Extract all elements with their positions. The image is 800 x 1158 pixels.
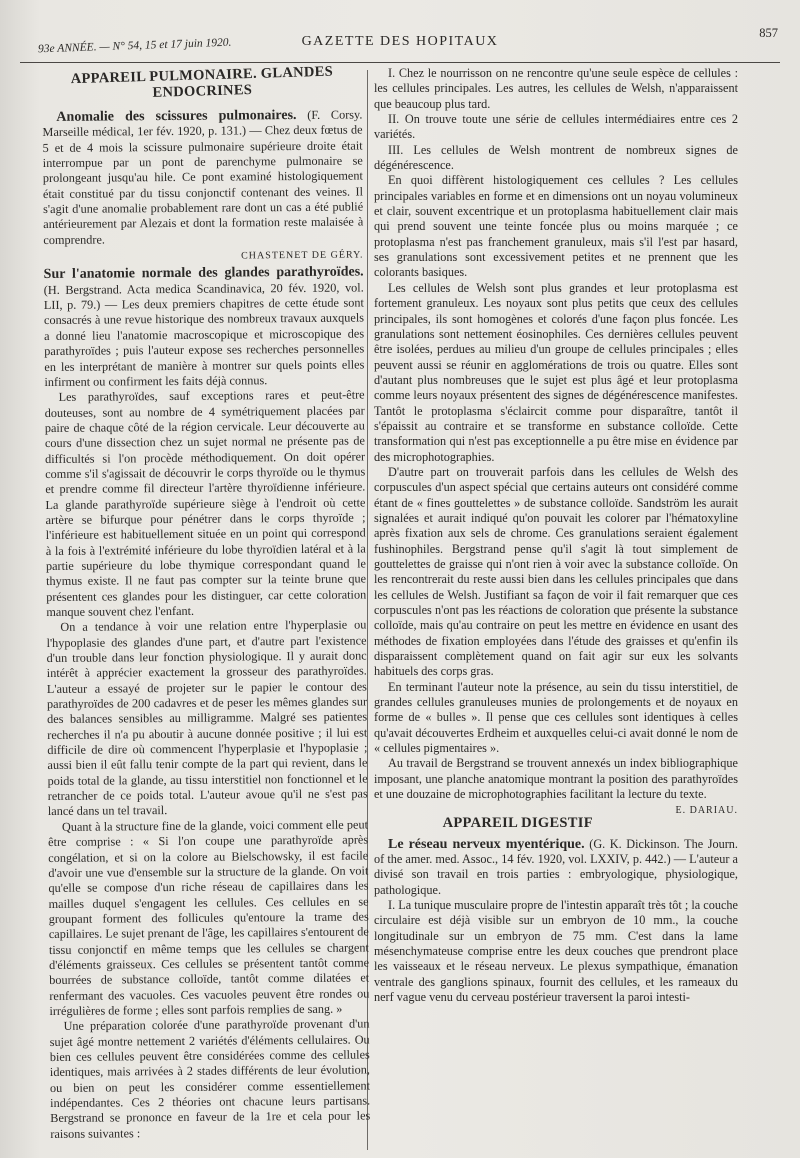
paragraph: D'autre part on trouverait parfois dans les cellules de Welsh des corpuscules d'un aspect spécial que certains auteurs ont considéré comme étant de « fines gouttelettes » de substance colloïde. Sandström les aurait signalées et aurait indiqué qu'on pouvait les colorer par l'hématoxyline après fixation aux sels de chrome. Ces granulations seraient également fushinophiles. Bergstrand pense qu'il s'agit là tout simplement de gouttelettes de graisse qui n'ont rien à voir avec la substance colloïde. On les rencontrerait du reste aussi bien dans les cellules principales que dans les cellules de Welsh. Justifiant sa façon de voir il fait remarquer que ces corpuscules n'ont pas les réactions de coloration que présente la substance colloïde, mais qu'au contraire on peut les mettre en évidence en usant des méthodes de fixation employées dans l'étude des graisses et qu'enfin ils disparaissent complètement quand on fait agir sur eux les solvants habituels des corps gras.	[374, 464, 738, 679]
paragraph: Une préparation colorée d'une parathyroïde provenant d'un sujet âgé montre nettement 2 variétés d'éléments cellulaires. Ou bien ces cellules peuvent être considérées comme des cellules identiques, mais arrivées à 2 stades différents de leur évolution, ou bien on peut les considérer comme essentiellement indépendantes. Ces 2 théories ont chacune leurs partisans. Bergstrand se prononce en faveur de la 1re et cela pour les raisons suivantes :	[49, 1016, 371, 1141]
article-title: Le réseau nerveux myentérique.	[388, 836, 585, 852]
page-header	[20, 28, 780, 63]
journal-title: GAZETTE DES HOPITAUX	[301, 34, 499, 49]
left-column	[42, 63, 370, 1142]
page-number: 857	[759, 26, 778, 40]
paragraph: I. Chez le nourrisson on ne rencontre qu'une seule espèce de cellules : les cellules principales. Les autres, les cellules de Welsh, n'apparaissent que beaucoup plus tard.	[374, 66, 738, 111]
article-signature: E. DARIAU.	[675, 804, 738, 816]
article-text: (H. Bergstrand. Acta medica Scandinavica, 20 fév. 1920, vol. LII, p. 79.) — Les deux premiers chapitres de cette étude sont consacrés à une revue historique des nombreux travaux auxquels a donné lieu l'anatomie macroscopique et microscopique des parathyroïdes ; puis l'auteur expose ses recherches personnelles en les interprétant de manière à montrer sur quels points elles infirment ou confirment les faits déjà connus.	[43, 280, 365, 389]
section-title-pulmonary: APPAREIL PULMONAIRE. GLANDES ENDOCRINES	[70, 63, 334, 101]
paragraph: Les parathyroïdes, sauf exceptions rares et peut-être douteuses, sont au nombre de 4 symétriquement placées par paire de chaque côté de la région cervicale. Leur découverte au cours d'une dissection chez un sujet normal ne présente pas de difficultés si l'on procède méthodiquement. On doit opérer comme s'il s'agissait de découvrir le corps thyroïde ou le thymus et prendre comme fil directeur l'artère thyroïdienne inférieure. La glande parathyroïde supérieure siège à l'endroit où cette artère se bifurque pour pénétrer dans le corps thyroïde ; l'inférieure est habituellement située en un point qui correspond à la fois à l'extrémité inférieure du lobe thyroïdien latéral et à la partie supérieure du lobe thymique correspondant quand le thymus existe. Il ne faut pas compter sur la teinte brune que présentent ces glandes pour les distinguer, car cette coloration manque souvent chez l'enfant.	[44, 387, 367, 619]
article-title: Sur l'anatomie normale des glandes parathyroïdes.	[43, 264, 364, 283]
paragraph-text: Au travail de Bergstrand se trouvent annexés un index bibliographique imposant, une planche anatomique montrant la position des parathyroïdes et une douzaine de microphotographies facilitant la lecture du texte.	[374, 756, 738, 802]
paragraph: Les cellules de Welsh sont plus grandes et leur protoplasma est fortement granuleux. Les noyaux sont plus petits que ceux des cellules principales, ils sont homogènes et colorés d'une façon plus foncée. Les granulations sont nettement éosinophiles. Ces dernières cellules peuvent être isolées, perdues au milieu d'un groupe de cellules principales ; elles peuvent aussi se réunir en agglomérations de trois ou quatre. Elles sont d'autant plus nombreuses que le sujet est plus âgé et leur protoplasma comme leurs noyaux présentent des signes de dégénérescence manifestes. Tantôt le protoplasma s'éclaircit comme pour disparaître, tantôt il s'épaissit au contraire et se transforme en substance colloïde. Cette transformation qui n'est pas exceptionnelle a pu être mise en évidence par des microphotographies.	[374, 280, 738, 464]
article-reseau-nerveux	[374, 837, 738, 898]
section-title-digestive: APPAREIL DIGESTIF	[442, 814, 593, 831]
issue-line: 93e ANNÉE. — N° 54, 15 et 17 juin 1920.	[37, 36, 232, 56]
paragraph: On a tendance à voir une relation entre l'hyperplasie ou l'hypoplasie des glandes d'une part, et d'autre part l'existence d'un trouble dans leur fonction physiologique. Il y aurait donc intérêt à apprécier exactement la grosseur des parathyroïdes. L'auteur a essayé de projeter sur le papier le contour des parathyroïdes de 200 cadavres et de peser les mêmes glandes sur des balances sensibles au milligramme. Malgré ses patientes recherches il n'a pu aboutir à aucune donnée positive ; il lui est difficile de dire où commencent l'hyperplasie et l'hypoplasie ; aussi bien il eût fallu tenir compte de la part qui revient, dans le poids total de la glande, au tissu interstitiel non fonctionnel et le retrancher de ce poids total. L'auteur avoue qu'il ne s'est pas lancé dans un tel travail.	[46, 617, 368, 819]
article-text: (G. K. Dickinson. The Journ. of the amer. med. Assoc., 14 fév. 1920, vol. LXXIV, p. 442.) — L'auteur a divisé son travail en trois parties : embryologique, physiologique, pathologique.	[374, 836, 738, 897]
article-parathyroides	[44, 265, 365, 390]
paragraph	[374, 756, 738, 816]
article-text: (F. Corsy. Marseille médical, 1er fév. 1920, p. 131.) — Chez deux fœtus de 5 et de 4 mois la scissure pulmonaire supérieure droite était interrompue par un pont de parenchyme pulmonaire se prolongeant jusqu'au hile. Ce pont examiné histologiquement était constitué par du tissu conjonctif contenant des veines. Il s'agit d'une anomalie probablement rare dont un cas a été publié antérieurement par Alezais et dont la formation reste malaisée à comprendre.	[42, 107, 364, 247]
paragraph: II. On trouve toute une série de cellules intermédiaires entre ces 2 variétés.	[374, 112, 738, 142]
article-title: Anomalie des scissures pulmonaires.	[56, 108, 297, 125]
article-signature: CHASTENET DE GÉRY.	[241, 249, 364, 262]
paragraph: En terminant l'auteur note la présence, au sein du tissu interstitiel, de grandes cellules granuleuses munies de prolongements et de noyaux en forme de « bulles ». Il pense que ces cellules sont identiques à celles qu'avait découvertes Erdheim et auxquelles celui-ci avait donné le nom de « cellules pigmentaires ».	[374, 679, 738, 756]
article-scissures	[42, 107, 363, 248]
paragraph: I. La tunique musculaire propre de l'intestin apparaît très tôt ; la couche circulaire est déjà visible sur un embryon de 10 mm., la couche longitudinale sur un embryon de 75 mm. C'est dans la lame mésenchymateuse comprise entre les deux couches que prendront place les vaisseaux et le réseau nerveux. Le plexus sympathique, émanation ventrale des ganglions spinaux, fournit des cellules, et les rameaux du nerf vague venu du cerveau postérieur traversent la paroi intesti-	[374, 897, 738, 1004]
right-column	[374, 66, 738, 1005]
paragraph: III. Les cellules de Welsh montrent de nombreux signes de dégénérescence.	[374, 142, 738, 173]
paragraph: Quant à la structure fine de la glande, voici comment elle peut être comprise : « Si l'on coupe une parathyroïde après congélation, et si on la colore au Bielschowsky, il est facile d'avoir une vue d'ensemble sur la structure de la glande. On voit qu'elle se compose d'un riche réseau de capillaires dans les mailles duquel s'engagent les cellules. Ces cellules en se groupant forment des follicules qu'entoure la trame des capillaires. Le sujet prenant de l'âge, les capillaires s'entourent de tissu conjonctif en même temps que les cellules se chargent d'éléments graisseux. Ces cellules se présentent tantôt comme bourrées de substance colloïde, tantôt comme dilatées et renfermant des vacuoles. Ces vacuoles peuvent être rondes ou irrégulières de forme ; elles sont parfois remplies de sang. »	[48, 817, 370, 1018]
paragraph: En quoi diffèrent histologiquement ces cellules ? Les cellules principales variables en forme et en dimensions ont un noyau volumineux et clair, souvent excentrique et un protoplasma habituellement clair mais qui prend souvent une teinte foncée plus ou moins marquée ; ce protoplasma n'est pas franchement granuleux, mais s'il l'est par hasard, ses granulations sont excessivement petites et ne prennent que les colorants basiques.	[374, 173, 738, 280]
